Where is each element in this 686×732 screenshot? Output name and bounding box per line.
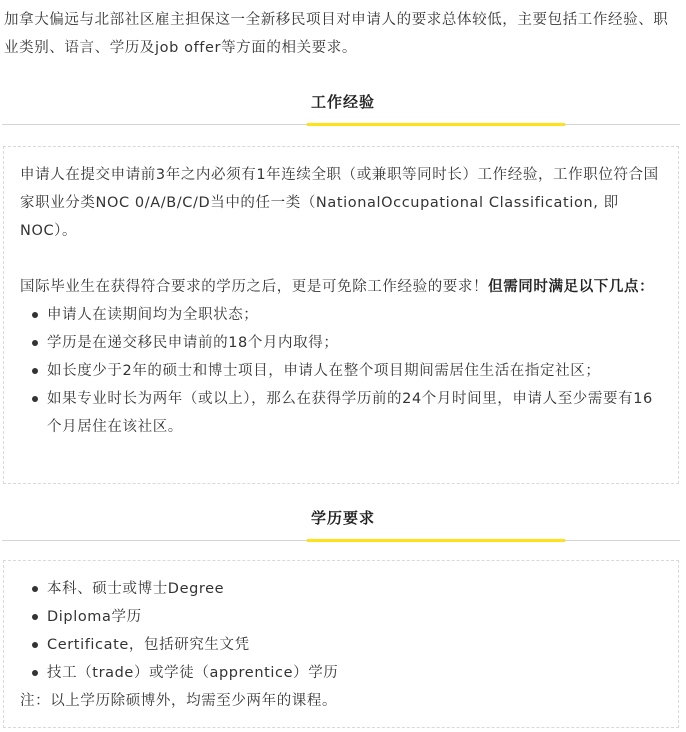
education-note: 注：以上学历除硕博外，均需至少两年的课程。 (20, 693, 338, 709)
section-title: 学历要求 (310, 509, 375, 527)
bullet-icon (32, 340, 38, 346)
section-accent-bar (307, 123, 565, 126)
list-item (4, 575, 664, 603)
list-item-text: 本科、硕士或博士Degree (47, 581, 225, 597)
section-header-work-experience (0, 85, 686, 125)
education-list (4, 575, 664, 687)
list-item (4, 301, 664, 329)
graduate-conditions-list (4, 301, 664, 441)
bullet-icon (32, 586, 38, 592)
work-experience-paragraph: 申请人在提交申请前3年之内必须有1年连续全职（或兼职等同时长）工作经验，工作职位符合国家职业分类NOC 0/A/B/C/D当中的任一类（NationalOccupational Classification, 即NOC）。 (20, 167, 659, 239)
list-item-text: 学历是在递交移民申请前的18个月内取得； (47, 335, 339, 351)
bullet-icon (32, 642, 38, 648)
bullet-icon (32, 312, 38, 318)
list-item-text: 申请人在读期间均为全职状态； (47, 307, 259, 323)
work-experience-box (3, 146, 679, 484)
list-item-text: 技工（trade）或学徒（apprentice）学历 (47, 665, 339, 681)
list-item (4, 357, 664, 385)
list-item (4, 385, 664, 441)
graduate-exemption-text: 国际毕业生在获得符合要求的学历之后，更是可免除工作经验的要求！ (20, 279, 489, 295)
section-header-education (0, 501, 686, 541)
list-item-text: Diploma学历 (47, 609, 142, 625)
list-item (4, 631, 664, 659)
bullet-icon (32, 614, 38, 620)
section-title: 工作经验 (310, 93, 375, 111)
list-item (4, 329, 664, 357)
section-accent-bar (307, 539, 565, 542)
bullet-icon (32, 396, 38, 402)
list-item-text: 如果专业时长为两年（或以上），那么在获得学历前的24个月时间里，申请人至少需要有16个月居住在该社区。 (47, 391, 653, 435)
education-box (3, 560, 679, 728)
intro-paragraph: 加拿大偏远与北部社区雇主担保这一全新移民项目对申请人的要求总体较低，主要包括工作经验、职业类别、语言、学历及job offer等方面的相关要求。 (4, 12, 669, 56)
graduate-conditions-lead: 但需同时满足以下几点： (488, 279, 655, 295)
graduate-exemption-paragraph (20, 273, 664, 301)
list-item (4, 603, 664, 631)
list-item-text: 如长度少于2年的硕士和博士项目，申请人在整个项目期间需居住生活在指定社区； (47, 363, 601, 379)
bullet-icon (32, 368, 38, 374)
list-item-text: Certificate，包括研究生文凭 (47, 637, 250, 653)
bullet-icon (32, 670, 38, 676)
list-item (4, 659, 664, 687)
